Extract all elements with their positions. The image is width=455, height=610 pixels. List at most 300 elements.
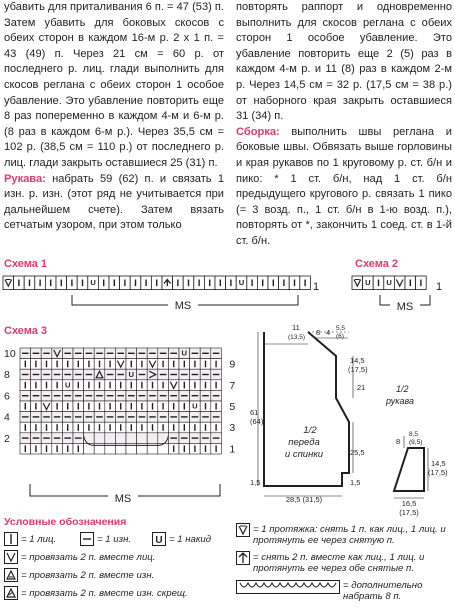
- schema-2-cell: [352, 276, 363, 290]
- schema-3-cell: [158, 369, 169, 380]
- dim-8: 8: [316, 328, 321, 337]
- schema-3-cell: [190, 443, 201, 454]
- schema-3-cell: [211, 348, 222, 359]
- sleeve-dim-16-5: 16,5: [401, 499, 417, 508]
- schema-1-title: Схема 1: [4, 258, 48, 270]
- front-back-label-3: и спинки: [284, 449, 324, 460]
- schema-3-cell: [211, 443, 222, 454]
- schema-3-cell: [200, 348, 211, 359]
- schema-3-cell: [158, 422, 169, 433]
- dim-14-5: 14,5: [350, 356, 365, 365]
- schema-3-cell: [105, 412, 116, 423]
- schema-3-left-row-number: 4: [4, 411, 10, 424]
- schema-3-cell: [84, 422, 95, 433]
- schema-3-cell: [126, 433, 137, 444]
- schema-3-cell: [62, 433, 73, 444]
- schema-3-cell: [62, 380, 73, 391]
- sleeve-dim-9-5: (9,5): [409, 439, 423, 446]
- schema-3-grid: [20, 348, 221, 454]
- sleeve-outline: [394, 448, 424, 491]
- schema-3-cell: [73, 348, 84, 359]
- schema-3-cell: [126, 348, 137, 359]
- schema-3-cell: [105, 369, 116, 380]
- schema-3-cell: [168, 380, 179, 391]
- schema-3-cell: [137, 359, 148, 370]
- schema-3-cell: [211, 422, 222, 433]
- sleeve-dim-8-5: 8,5: [409, 431, 419, 438]
- dim-17-5: (17,5): [348, 365, 368, 374]
- schema-3-cell: [190, 412, 201, 423]
- schema-3-cell: [147, 412, 158, 423]
- schema-3-cell: [158, 401, 169, 412]
- legend-s2kp: = снять 2 п. вместе как лиц., 1 лиц. и протянуть ее через обе снятые п.: [253, 552, 425, 574]
- schema-3-cell: [137, 401, 148, 412]
- schema-3-cell: [105, 348, 116, 359]
- legend-k2tog: = провязать 2 п. вместе лиц.: [21, 552, 156, 563]
- dim-21: 21: [357, 383, 366, 392]
- schema-3-cell: [31, 401, 42, 412]
- svg-text:U: U: [90, 278, 96, 288]
- schema-3-cell: [20, 348, 31, 359]
- legend-skp: = 1 протяжка: снять 1 п. как лиц., 1 лиц. и протянуть ее через снятую п.: [253, 524, 446, 546]
- pattern-front-back: [250, 318, 370, 508]
- schema-3-cell: [52, 369, 63, 380]
- schema-3-cell: [62, 422, 73, 433]
- dim-25-5: 25,5: [350, 448, 365, 457]
- schema-3-cell: [179, 422, 190, 433]
- schema-3-cell: [190, 433, 201, 444]
- schema-3-cell: [190, 380, 201, 391]
- schema-1-cell: [141, 276, 152, 290]
- schema-3-cell: [137, 422, 148, 433]
- schema-3-cell: [94, 359, 105, 370]
- schema-3-cell: [20, 412, 31, 423]
- legend-p2tog-tbl: = провязать 2 п. вместе изн. скрещ.: [21, 588, 188, 599]
- schema-1-cell: [130, 276, 141, 290]
- schema-3-cell: [41, 401, 52, 412]
- dim-1-5-right: 1,5: [350, 478, 361, 487]
- schema-3-cell: [94, 433, 105, 444]
- schema-1-cell: [88, 276, 99, 290]
- schema-3-cell: [73, 401, 84, 412]
- schema-3-cell: [52, 422, 63, 433]
- schema-3-cell: [126, 359, 137, 370]
- schema-1-cell: [268, 276, 279, 290]
- schema-3-cell: [52, 412, 63, 423]
- schema-3-cell: [84, 433, 95, 444]
- schema-1-cells: [3, 276, 310, 290]
- schema-3-ms-label: MS: [114, 493, 132, 505]
- schema-3-cell: [105, 433, 116, 444]
- schema-3-cell: [179, 348, 190, 359]
- schema-3-cell: [41, 412, 52, 423]
- schema-3-cell: [84, 390, 95, 401]
- dim-4: 4: [326, 328, 331, 337]
- schema-3-cell: [200, 390, 211, 401]
- schema-3-cell: [158, 348, 169, 359]
- schema-1-cell: [279, 276, 290, 290]
- schema-3-cell: [115, 359, 126, 370]
- dim-5-5: 5,5: [336, 325, 346, 332]
- schema-3-right-row-number: 9: [229, 358, 236, 371]
- schema-3-cell: [211, 380, 222, 391]
- heading-sleeves: Рукава:: [4, 172, 46, 185]
- schema-3-cell: [20, 401, 31, 412]
- symbol-k2tog-icon: [4, 550, 18, 564]
- schema-3-cell: [126, 369, 137, 380]
- schema-3-cell: [168, 390, 179, 401]
- schema-1-row-number: 1: [313, 281, 320, 293]
- front-back-label-2: переда: [288, 437, 320, 448]
- dim-11: 11: [292, 323, 300, 332]
- schema-2-cell: [416, 276, 427, 290]
- schema-1-cell: [226, 276, 237, 290]
- sleeve-label-2: рукава: [386, 396, 414, 406]
- svg-text:U: U: [155, 535, 163, 546]
- schema-3-left-row-number: 6: [4, 390, 10, 403]
- schema-3-cell: [31, 390, 42, 401]
- schema-3-cell: [115, 433, 126, 444]
- schema-3-cell: [126, 401, 137, 412]
- schema-3-cell: [179, 380, 190, 391]
- text-column-right: [236, 0, 452, 250]
- schema-3-cell: [73, 433, 84, 444]
- schema-2-cells: [352, 276, 426, 290]
- schema-3-cell: [179, 443, 190, 454]
- schema-3-cell: [62, 390, 73, 401]
- sleeve-label-1: 1/2: [396, 384, 409, 394]
- schema-1-cell: [194, 276, 205, 290]
- svg-text:U: U: [365, 278, 371, 288]
- schema-1-cell: [24, 276, 35, 290]
- schema-3-cell: [20, 369, 31, 380]
- schema-3-cell: [211, 401, 222, 412]
- paragraph-body-1: убавить для приталивания 6 п. = 47 (53) п. Затем убавить для боковых скосов с обеих сторон в каждом 16-м р. 2 х 1 п. = 43 (49) п. Через 21 см = 60 р. от последнего р. лиц. глади выполнить для скосов реглана с обеих сторон 1 особое убавление. Это убавление повторить еще 8 раз попеременно в каждом 4-м и 6-м р. (8 раз в каждом 6-м р.). Через 35,5 см = 102 р. (38,5 см = 110 р.) от последнего р. лиц. глади закрыть оставшиеся 25 (31) п.: [4, 1, 224, 169]
- schema-1-cell: [151, 276, 162, 290]
- schema-1-cell: [247, 276, 258, 290]
- schema-3-cell: [41, 359, 52, 370]
- legend-yarn-over: = 1 накид: [169, 534, 212, 545]
- schema-1-cell: [45, 276, 56, 290]
- schema-1-cell: [14, 276, 25, 290]
- symbol-s2kp-icon: [236, 551, 250, 565]
- schema-3-cell: [200, 369, 211, 380]
- schema-1-cell: [183, 276, 194, 290]
- schema-3-cell: [190, 348, 201, 359]
- schema-3-cell: [137, 380, 148, 391]
- schema-3-cell: [105, 401, 116, 412]
- schema-3-cell: [147, 359, 158, 370]
- schema-3-cell: [190, 390, 201, 401]
- sleeve-dim-17-5: (17,5): [428, 468, 448, 477]
- schema-3-cell: [73, 412, 84, 423]
- schema-3-cell: [94, 380, 105, 391]
- svg-text:U: U: [128, 369, 135, 379]
- schema-3-cell: [147, 433, 158, 444]
- sleeve-dim-8: 8: [396, 437, 401, 446]
- schema-3-cell: [190, 369, 201, 380]
- schema-1-chart: [0, 272, 330, 316]
- schema-2-ms-label: MS: [396, 301, 414, 313]
- schema-3-cell: [94, 390, 105, 401]
- schema-3-cell: [115, 412, 126, 423]
- schema-1-cell: [289, 276, 300, 290]
- schema-3-cell: [52, 380, 63, 391]
- schema-3-cell: [94, 422, 105, 433]
- schema-1-cell: [236, 276, 247, 290]
- schema-3-cell: [41, 433, 52, 444]
- schema-3-cell: [84, 401, 95, 412]
- schema-3-cell: [137, 433, 148, 444]
- schema-2-cell: [363, 276, 374, 290]
- front-back-outline: [264, 332, 349, 486]
- schema-3-cell: [168, 348, 179, 359]
- schema-1-cell: [120, 276, 131, 290]
- schema-3-cell: [137, 348, 148, 359]
- schema-2-cell: [394, 276, 405, 290]
- dim-13-5: (13,5): [288, 334, 305, 341]
- schema-3-cell: [84, 369, 95, 380]
- schema-3-cell: [126, 380, 137, 391]
- schema-3-cell: [52, 348, 63, 359]
- schema-1-cell: [215, 276, 226, 290]
- schema-3-cell: [41, 369, 52, 380]
- sleeves-text: набрать 59 (62) п. и связать 1 изн. р. изн. (этот ряд не учитывается при дальнейшем счете). Затем вязать сетчатым узором, при этом только: [4, 172, 224, 232]
- schema-3-cell: [31, 359, 42, 370]
- schema-3-cell: [200, 359, 211, 370]
- schema-3-cell: [137, 369, 148, 380]
- schema-3-cell: [41, 443, 52, 454]
- sleeve-dim-14-5: 14,5: [431, 459, 446, 468]
- schema-2-chart: [350, 272, 455, 316]
- paragraph-body-2: повторять раппорт и одновременно выполнить для скосов реглана с обеих сторон 1 особое убавление. Это убавление повторить еще 2 (5) раз в каждом 4-м р. и 11 (8) раз в каждом 2-м р. Через 14,5 см = 32 р. (17,5 см = 38 р.) от наборного края закрыть оставшиеся 31 (34) п.: [236, 1, 452, 123]
- schema-3-cell: [31, 412, 42, 423]
- svg-text:U: U: [64, 380, 71, 390]
- schema-1-cell: [162, 276, 173, 290]
- symbol-knit-icon: [4, 532, 18, 546]
- schema-1-cell: [109, 276, 120, 290]
- legend-title: Условные обозначения: [4, 516, 127, 528]
- schema-2-title: Схема 2: [355, 258, 399, 270]
- schema-1-cell: [35, 276, 46, 290]
- schema-3-cell: [73, 369, 84, 380]
- schema-3-cell: [20, 433, 31, 444]
- schema-3-cell: [115, 390, 126, 401]
- schema-3-cell: [179, 369, 190, 380]
- schema-3-cell: [179, 412, 190, 423]
- schema-3-cell: [158, 390, 169, 401]
- schema-3-cell: [20, 422, 31, 433]
- svg-text:U: U: [238, 278, 245, 288]
- dim-6: (6): [336, 333, 344, 340]
- schema-3-cell: [94, 369, 105, 380]
- schema-3-cell: [62, 412, 73, 423]
- schema-2-cell: [384, 276, 395, 290]
- svg-text:U: U: [386, 278, 392, 288]
- schema-3-cell: [94, 412, 105, 423]
- schema-3-cell: [115, 380, 126, 391]
- schema-3-cell: [41, 422, 52, 433]
- schema-3-cell: [147, 369, 158, 380]
- text-column-left: [4, 0, 224, 234]
- schema-3-cell: [73, 380, 84, 391]
- schema-3-cell: [73, 443, 84, 454]
- schema-3-cell: [190, 359, 201, 370]
- schema-3-right-row-number: 5: [229, 401, 236, 413]
- pattern-sleeve: [368, 380, 455, 517]
- sleeve-dim-17-5b: (17,5): [399, 508, 419, 517]
- schema-3-cell: [31, 380, 42, 391]
- schema-3-cell: [190, 401, 201, 412]
- schema-3-cell: [52, 359, 63, 370]
- schema-1-cell: [173, 276, 184, 290]
- schema-3-chart: [0, 338, 250, 516]
- schema-3-cell: [52, 433, 63, 444]
- schema-1-cell: [77, 276, 88, 290]
- schema-3-cell: [190, 422, 201, 433]
- dim-1-5-left: 1,5: [250, 478, 261, 487]
- schema-3-cell: [94, 401, 105, 412]
- schema-3-cell: [211, 390, 222, 401]
- schema-3-cell: [126, 412, 137, 423]
- schema-3-cell: [126, 422, 137, 433]
- schema-1-ms-label: MS: [174, 300, 192, 312]
- schema-3-cell: [168, 443, 179, 454]
- schema-3-cell: [62, 359, 73, 370]
- schema-3-cell: [52, 443, 63, 454]
- schema-3-cell: [41, 390, 52, 401]
- schema-3-cell: [147, 348, 158, 359]
- schema-3-cell: [179, 401, 190, 412]
- schema-2-cell: [373, 276, 384, 290]
- symbol-cast-on-8-icon: [236, 580, 340, 594]
- schema-3-cell: [115, 422, 126, 433]
- schema-2-cell: [405, 276, 416, 290]
- schema-3-cell: [126, 390, 137, 401]
- schema-1-cell: [3, 276, 14, 290]
- schema-3-cell: [73, 422, 84, 433]
- schema-3-cell: [105, 380, 116, 391]
- schema-3-cell: [20, 390, 31, 401]
- schema-3-right-row-number: 7: [229, 379, 236, 392]
- schema-3-cell: [105, 422, 116, 433]
- schema-3-cell: [200, 401, 211, 412]
- svg-text:U: U: [181, 348, 188, 358]
- schema-2-row-number: 1: [436, 281, 443, 293]
- schema-3-cell: [31, 422, 42, 433]
- legend-cast-on-8: = дополнительно набрать 8 п.: [343, 580, 423, 602]
- symbol-skp-icon: [236, 523, 250, 537]
- symbol-p2tog-tbl-icon: [4, 586, 18, 600]
- schema-3-cell: [31, 433, 42, 444]
- schema-3-cell: [168, 412, 179, 423]
- schema-3-right-row-number: 1: [229, 443, 236, 456]
- schema-3-cell: [115, 369, 126, 380]
- front-back-label-1: 1/2: [303, 425, 317, 436]
- schema-3-cell: [200, 422, 211, 433]
- schema-3-left-row-numbers: [4, 348, 16, 445]
- schema-3-cell: [137, 390, 148, 401]
- schema-3-cell: [211, 359, 222, 370]
- schema-3-cell: [105, 359, 116, 370]
- dim-61: 61: [250, 408, 259, 417]
- schema-3-cell: [147, 401, 158, 412]
- schema-3-cell: [52, 401, 63, 412]
- svg-text:U: U: [192, 401, 198, 411]
- schema-3-cell: [158, 412, 169, 423]
- schema-3-cell: [179, 359, 190, 370]
- schema-1-cell: [204, 276, 215, 290]
- schema-3-cell: [73, 390, 84, 401]
- schema-3-cell: [84, 412, 95, 423]
- symbol-purl-icon: [80, 532, 94, 546]
- schema-1-cell: [67, 276, 78, 290]
- schema-3-cell: [147, 380, 158, 391]
- schema-3-cell: [200, 380, 211, 391]
- schema-3-cell: [168, 369, 179, 380]
- schema-3-cell: [31, 443, 42, 454]
- schema-3-cell: [73, 359, 84, 370]
- paragraph-assembly: [236, 125, 452, 250]
- schema-3-cell: [31, 369, 42, 380]
- heading-assembly: Сборка:: [236, 125, 280, 138]
- dim-28-5: 28,5 (31,5): [285, 495, 323, 504]
- schema-3-cell: [20, 443, 31, 454]
- schema-3-cell: [158, 359, 169, 370]
- schema-3-cell: [115, 348, 126, 359]
- legend-knit: = 1 лиц.: [21, 534, 57, 545]
- schema-3-cell: [179, 433, 190, 444]
- symbol-yarn-over-icon: [152, 532, 166, 546]
- schema-1-cell: [56, 276, 67, 290]
- schema-3-right-row-numbers: [229, 359, 235, 456]
- schema-3-cell: [62, 443, 73, 454]
- schema-3-cell: [137, 412, 148, 423]
- dim-64: (64): [250, 417, 264, 426]
- schema-3-cell: [200, 433, 211, 444]
- schema-3-cell: [179, 390, 190, 401]
- schema-3-cell: [211, 433, 222, 444]
- assembly-text: выполнить швы реглана и боковые швы. Обвязать выше горловины и края рукавов по 1 круговому р. ст. б/н и пико: * 1 ст. б/н, над 1 ст. б/н предыдущего кругового р. связать 1 пико (= 3 возд. п., 1 ст. б/н в 1-ю возд. п.), повторять от *, закончить 1 соед. ст. в 1-й ст. б/н.: [236, 125, 452, 247]
- symbol-p2tog-icon: [4, 568, 18, 582]
- schema-1-cell: [300, 276, 311, 290]
- schema-3-cell: [41, 380, 52, 391]
- legend-p2tog: = провязать 2 п. вместе изн.: [21, 570, 155, 581]
- schema-3-cell: [211, 412, 222, 423]
- schema-1-cell: [98, 276, 109, 290]
- schema-3-left-row-number: 10: [4, 348, 16, 360]
- schema-3-cell: [62, 348, 73, 359]
- schema-3-right-row-number: 3: [229, 422, 236, 435]
- schema-3-cell: [158, 380, 169, 391]
- schema-3-cell: [115, 401, 126, 412]
- schema-3-cell: [168, 359, 179, 370]
- schema-3-cell: [200, 443, 211, 454]
- schema-3-cell: [200, 412, 211, 423]
- schema-3-cell: [84, 348, 95, 359]
- schema-3-cell: [84, 359, 95, 370]
- schema-3-cell: [52, 390, 63, 401]
- schema-1-cell: [257, 276, 268, 290]
- schema-3-title: Схема 3: [4, 325, 48, 337]
- schema-3-cell: [158, 433, 169, 444]
- paragraph-sleeves: [4, 172, 224, 234]
- schema-3-cell: [94, 348, 105, 359]
- schema-3-left-row-number: 2: [4, 432, 10, 445]
- schema-3-cell: [168, 433, 179, 444]
- schema-3-cell: [105, 390, 116, 401]
- schema-3-cell: [147, 422, 158, 433]
